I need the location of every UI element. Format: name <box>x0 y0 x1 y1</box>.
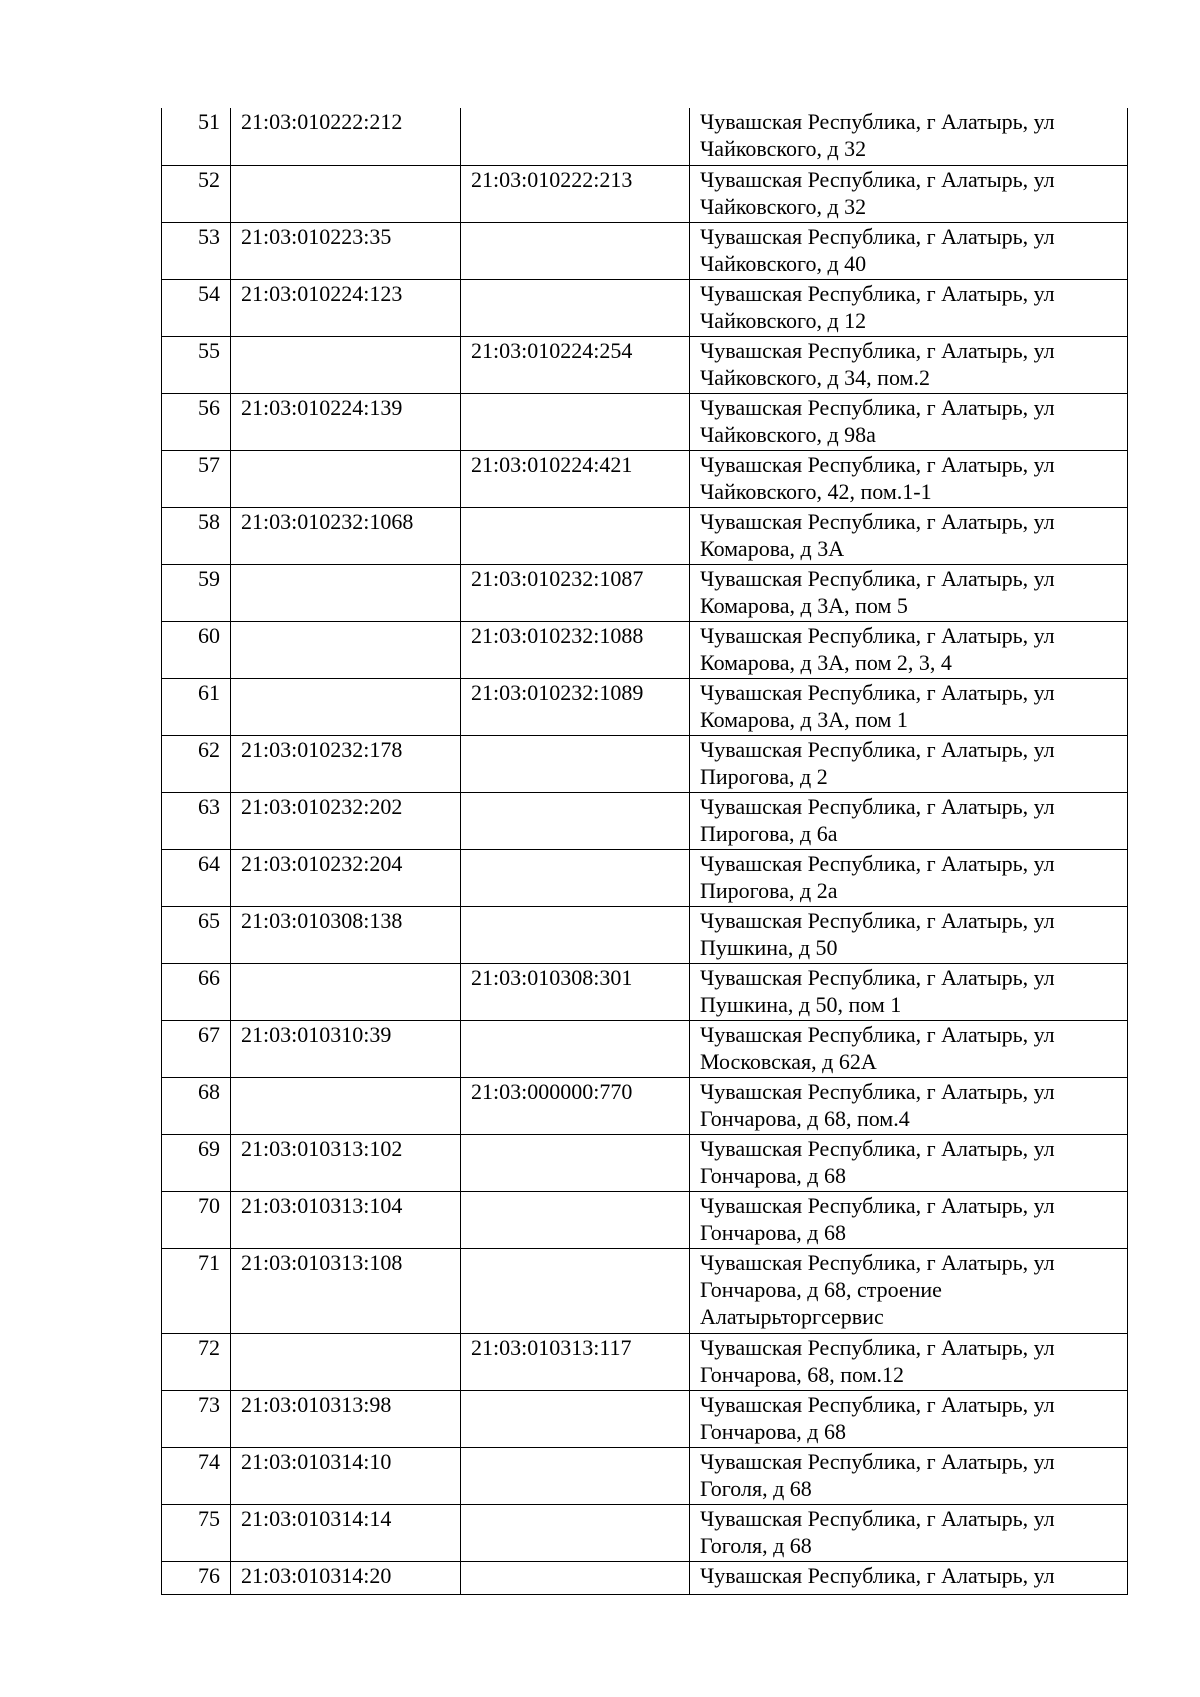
row-number-cell: 73 <box>162 1390 231 1447</box>
table-row <box>162 1020 1128 1077</box>
address-cell <box>690 963 1128 1020</box>
table-row <box>162 1248 1128 1333</box>
row-number-cell: 76 <box>162 1561 231 1594</box>
object-cadastral-number-cell <box>461 1561 690 1594</box>
land-cadastral-number-cell <box>231 621 461 678</box>
table-row <box>162 1504 1128 1561</box>
address-cell <box>690 1561 1128 1594</box>
address-line: Комарова, д 3А <box>700 535 845 561</box>
land-cadastral-number-cell <box>231 564 461 621</box>
object-cadastral-number-cell: 21:03:010313:117 <box>461 1333 690 1390</box>
address-line: Чувашская Республика, г Алатырь, ул <box>700 964 1055 990</box>
address-cell <box>690 507 1128 564</box>
object-cadastral-number-cell: 21:03:010224:254 <box>461 336 690 393</box>
row-number-cell: 61 <box>162 678 231 735</box>
table-row <box>162 963 1128 1020</box>
address-line: Гончарова, д 68, строение <box>700 1276 942 1302</box>
address-line: Комарова, д 3А, пом 1 <box>700 706 908 732</box>
table-row <box>162 1333 1128 1390</box>
address-line: Гончарова, д 68 <box>700 1162 846 1188</box>
object-cadastral-number-cell <box>461 735 690 792</box>
land-cadastral-number-cell <box>231 450 461 507</box>
object-cadastral-number-cell: 21:03:010232:1089 <box>461 678 690 735</box>
land-cadastral-number-cell: 21:03:010232:204 <box>231 849 461 906</box>
object-cadastral-number-cell <box>461 1020 690 1077</box>
row-number-cell: 51 <box>162 108 231 165</box>
row-number-cell: 75 <box>162 1504 231 1561</box>
address-line: Чувашская Республика, г Алатырь, ул <box>700 508 1055 534</box>
row-number-cell: 71 <box>162 1248 231 1333</box>
row-number-cell: 57 <box>162 450 231 507</box>
table-row <box>162 792 1128 849</box>
object-cadastral-number-cell <box>461 1191 690 1248</box>
table-row <box>162 1077 1128 1134</box>
address-cell <box>690 1020 1128 1077</box>
land-cadastral-number-cell <box>231 963 461 1020</box>
address-cell <box>690 108 1128 165</box>
address-line: Пирогова, д 2а <box>700 877 838 903</box>
address-line: Пирогова, д 6а <box>700 820 838 846</box>
address-line: Чайковского, 42, пом.1-1 <box>700 478 932 504</box>
address-line: Пушкина, д 50 <box>700 934 838 960</box>
address-cell <box>690 336 1128 393</box>
land-cadastral-number-cell: 21:03:010222:212 <box>231 108 461 165</box>
address-line: Чайковского, д 32 <box>700 193 867 219</box>
table-row <box>162 849 1128 906</box>
object-cadastral-number-cell <box>461 906 690 963</box>
row-number-cell: 69 <box>162 1134 231 1191</box>
row-number-cell: 54 <box>162 279 231 336</box>
address-cell <box>690 792 1128 849</box>
address-line: Чувашская Республика, г Алатырь, ул <box>700 1021 1055 1047</box>
object-cadastral-number-cell: 21:03:010232:1087 <box>461 564 690 621</box>
land-cadastral-number-cell: 21:03:010314:10 <box>231 1447 461 1504</box>
address-line: Чувашская Республика, г Алатырь, ул <box>700 850 1055 876</box>
table-row <box>162 393 1128 450</box>
object-cadastral-number-cell <box>461 1134 690 1191</box>
land-cadastral-number-cell <box>231 1077 461 1134</box>
address-line: Чувашская Республика, г Алатырь, ул <box>700 736 1055 762</box>
address-cell <box>690 1504 1128 1561</box>
table-row <box>162 906 1128 963</box>
row-number-cell: 55 <box>162 336 231 393</box>
row-number-cell: 63 <box>162 792 231 849</box>
table-row <box>162 1561 1128 1594</box>
row-number-cell: 74 <box>162 1447 231 1504</box>
address-line: Чувашская Республика, г Алатырь, ул <box>700 1505 1055 1531</box>
address-line: Чувашская Республика, г Алатырь, ул <box>700 223 1055 249</box>
row-number-cell: 66 <box>162 963 231 1020</box>
row-number-cell: 56 <box>162 393 231 450</box>
address-line: Чувашская Республика, г Алатырь, ул <box>700 907 1055 933</box>
address-line: Гоголя, д 68 <box>700 1532 812 1558</box>
row-number-cell: 58 <box>162 507 231 564</box>
address-line: Чайковского, д 12 <box>700 307 867 333</box>
land-cadastral-number-cell <box>231 165 461 222</box>
land-cadastral-number-cell: 21:03:010314:20 <box>231 1561 461 1594</box>
address-line: Гончарова, д 68, пом.4 <box>700 1105 910 1131</box>
row-number-cell: 52 <box>162 165 231 222</box>
land-cadastral-number-cell: 21:03:010232:202 <box>231 792 461 849</box>
table-row <box>162 1447 1128 1504</box>
address-line: Чувашская Республика, г Алатырь, ул <box>700 394 1055 420</box>
address-line: Гончарова, д 68 <box>700 1219 846 1245</box>
object-cadastral-number-cell <box>461 1447 690 1504</box>
object-cadastral-number-cell <box>461 792 690 849</box>
land-cadastral-number-cell: 21:03:010313:98 <box>231 1390 461 1447</box>
address-line: Гончарова, 68, пом.12 <box>700 1361 905 1387</box>
object-cadastral-number-cell <box>461 507 690 564</box>
address-line: Пушкина, д 50, пом 1 <box>700 991 902 1017</box>
row-number-cell: 72 <box>162 1333 231 1390</box>
land-cadastral-number-cell: 21:03:010232:178 <box>231 735 461 792</box>
address-line: Комарова, д 3А, пом 2, 3, 4 <box>700 649 952 675</box>
address-cell <box>690 849 1128 906</box>
object-cadastral-number-cell <box>461 1248 690 1333</box>
address-cell <box>690 735 1128 792</box>
land-cadastral-number-cell: 21:03:010223:35 <box>231 222 461 279</box>
object-cadastral-number-cell <box>461 1504 690 1561</box>
address-line: Чайковского, д 32 <box>700 136 867 161</box>
object-cadastral-number-cell <box>461 393 690 450</box>
address-cell <box>690 450 1128 507</box>
address-line: Чувашская Республика, г Алатырь, ул <box>700 1192 1055 1218</box>
address-line: Чувашская Республика, г Алатырь, ул <box>700 1562 1055 1588</box>
address-line: Чайковского, д 98а <box>700 421 876 447</box>
object-cadastral-number-cell: 21:03:010224:421 <box>461 450 690 507</box>
object-cadastral-number-cell: 21:03:000000:770 <box>461 1077 690 1134</box>
address-line: Алатырьторгсервис <box>700 1303 884 1329</box>
land-cadastral-number-cell: 21:03:010313:102 <box>231 1134 461 1191</box>
address-cell <box>690 1390 1128 1447</box>
address-line: Чайковского, д 34, пом.2 <box>700 364 930 390</box>
address-cell <box>690 1191 1128 1248</box>
address-cell <box>690 564 1128 621</box>
address-line: Комарова, д 3А, пом 5 <box>700 592 908 618</box>
address-line: Чувашская Республика, г Алатырь, ул <box>700 1334 1055 1360</box>
registry-table-body <box>162 108 1128 1594</box>
land-cadastral-number-cell: 21:03:010232:1068 <box>231 507 461 564</box>
table-row <box>162 279 1128 336</box>
address-line: Московская, д 62А <box>700 1048 877 1074</box>
row-number-cell: 60 <box>162 621 231 678</box>
land-cadastral-number-cell: 21:03:010314:14 <box>231 1504 461 1561</box>
address-cell <box>690 1077 1128 1134</box>
table-row <box>162 507 1128 564</box>
row-number-cell: 59 <box>162 564 231 621</box>
property-registry-table <box>161 108 1128 1595</box>
table-row <box>162 165 1128 222</box>
address-cell <box>690 279 1128 336</box>
address-cell <box>690 1447 1128 1504</box>
land-cadastral-number-cell <box>231 678 461 735</box>
address-line: Чувашская Республика, г Алатырь, ул <box>700 1249 1055 1275</box>
land-cadastral-number-cell <box>231 1333 461 1390</box>
address-line: Чувашская Республика, г Алатырь, ул <box>700 1078 1055 1104</box>
table-row <box>162 450 1128 507</box>
address-line: Чайковского, д 40 <box>700 250 867 276</box>
address-line: Чувашская Республика, г Алатырь, ул <box>700 1448 1055 1474</box>
land-cadastral-number-cell: 21:03:010224:139 <box>231 393 461 450</box>
address-line: Чувашская Республика, г Алатырь, ул <box>700 166 1055 192</box>
object-cadastral-number-cell <box>461 108 690 165</box>
row-number-cell: 65 <box>162 906 231 963</box>
table-row <box>162 108 1128 165</box>
address-cell <box>690 165 1128 222</box>
address-line: Пирогова, д 2 <box>700 763 828 789</box>
table-row <box>162 1134 1128 1191</box>
object-cadastral-number-cell <box>461 279 690 336</box>
address-line: Чувашская Республика, г Алатырь, ул <box>700 793 1055 819</box>
address-line: Чувашская Республика, г Алатырь, ул <box>700 109 1055 134</box>
object-cadastral-number-cell: 21:03:010222:213 <box>461 165 690 222</box>
table-row <box>162 222 1128 279</box>
address-line: Чувашская Республика, г Алатырь, ул <box>700 679 1055 705</box>
address-line: Чувашская Республика, г Алатырь, ул <box>700 565 1055 591</box>
table-row <box>162 735 1128 792</box>
address-line: Гончарова, д 68 <box>700 1418 846 1444</box>
address-line: Чувашская Республика, г Алатырь, ул <box>700 1135 1055 1161</box>
table-row <box>162 1390 1128 1447</box>
row-number-cell: 62 <box>162 735 231 792</box>
address-cell <box>690 222 1128 279</box>
land-cadastral-number-cell: 21:03:010224:123 <box>231 279 461 336</box>
address-cell <box>690 393 1128 450</box>
table-row <box>162 336 1128 393</box>
address-line: Чувашская Республика, г Алатырь, ул <box>700 622 1055 648</box>
address-cell <box>690 621 1128 678</box>
object-cadastral-number-cell <box>461 222 690 279</box>
table-row <box>162 621 1128 678</box>
row-number-cell: 64 <box>162 849 231 906</box>
object-cadastral-number-cell: 21:03:010308:301 <box>461 963 690 1020</box>
table-row <box>162 678 1128 735</box>
land-cadastral-number-cell: 21:03:010313:104 <box>231 1191 461 1248</box>
object-cadastral-number-cell <box>461 1390 690 1447</box>
land-cadastral-number-cell: 21:03:010310:39 <box>231 1020 461 1077</box>
row-number-cell: 67 <box>162 1020 231 1077</box>
table-row <box>162 1191 1128 1248</box>
address-line: Чувашская Республика, г Алатырь, ул <box>700 1391 1055 1417</box>
address-cell <box>690 906 1128 963</box>
address-line: Чувашская Республика, г Алатырь, ул <box>700 451 1055 477</box>
land-cadastral-number-cell: 21:03:010308:138 <box>231 906 461 963</box>
land-cadastral-number-cell: 21:03:010313:108 <box>231 1248 461 1333</box>
address-cell <box>690 1134 1128 1191</box>
object-cadastral-number-cell <box>461 849 690 906</box>
land-cadastral-number-cell <box>231 336 461 393</box>
row-number-cell: 68 <box>162 1077 231 1134</box>
address-line: Гоголя, д 68 <box>700 1475 812 1501</box>
address-line: Чувашская Республика, г Алатырь, ул <box>700 280 1055 306</box>
object-cadastral-number-cell: 21:03:010232:1088 <box>461 621 690 678</box>
row-number-cell: 53 <box>162 222 231 279</box>
address-cell <box>690 678 1128 735</box>
address-cell <box>690 1333 1128 1390</box>
address-line: Чувашская Республика, г Алатырь, ул <box>700 337 1055 363</box>
address-cell <box>690 1248 1128 1333</box>
row-number-cell: 70 <box>162 1191 231 1248</box>
table-row <box>162 564 1128 621</box>
